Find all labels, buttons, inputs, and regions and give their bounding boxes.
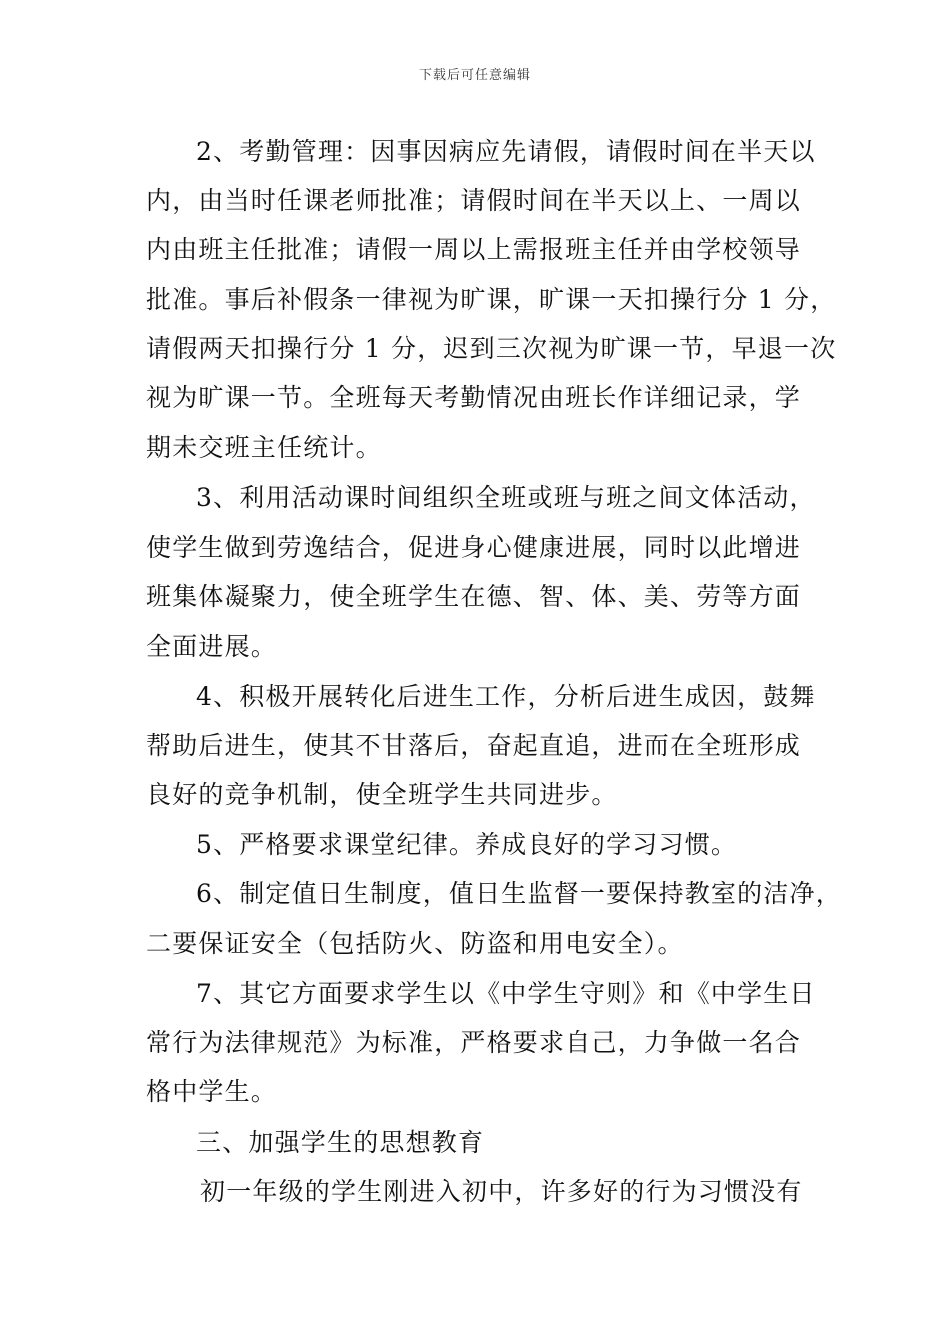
paragraph-line: 良好的竞争机制，使全班学生共同进步。 [146, 780, 618, 809]
paragraph-line: 视为旷课一节。全班每天考勤情况由班长作详细记录，学 [146, 383, 802, 412]
paragraph-line: 6、制定值日生制度，值日生监督一要保持教室的洁净， [196, 879, 842, 908]
paragraph-line: 使学生做到劳逸结合，促进身心健康进展，同时以此增进 [146, 533, 802, 562]
paragraph-line: 批准。事后补假条一律视为旷课，旷课一天扣操行分 1 分， [146, 285, 837, 314]
paragraph-line: 3、利用活动课时间组织全班或班与班之间文体活动， [196, 483, 816, 512]
paragraph-line: 5、严格要求课堂纪律。养成良好的学习习惯。 [196, 830, 738, 859]
section-heading: 三、加强学生的思想教育 [196, 1128, 485, 1157]
paragraph-line: 二要保证安全（包括防火、防盗和用电安全）。 [146, 929, 684, 958]
paragraph-line: 全面进展。 [146, 632, 278, 661]
paragraph-line: 2、考勤管理：因事因病应先请假，请假时间在半天以 [196, 137, 816, 166]
paragraph-line: 帮助后进生，使其不甘落后，奋起直追，进而在全班形成 [146, 731, 802, 760]
paragraph-line: 内由班主任批准；请假一周以上需报班主任并由学校领导 [146, 235, 802, 264]
paragraph-line: 4、积极开展转化后进生工作，分析后进生成因，鼓舞 [196, 682, 816, 711]
paragraph-line: 内，由当时任课老师批准；请假时间在半天以上、一周以 [146, 186, 802, 215]
paragraph-line: 初一年级的学生刚进入初中，许多好的行为习惯没有 [200, 1177, 803, 1206]
paragraph-line: 期未交班主任统计。 [146, 433, 382, 462]
paragraph-line: 格中学生。 [146, 1077, 278, 1106]
paragraph-line: 7、其它方面要求学生以《中学生守则》和《中学生日 [196, 979, 816, 1008]
page-header: 下载后可任意编辑 [418, 68, 531, 83]
paragraph-line: 常行为法律规范》为标准，严格要求自己，力争做一名合 [146, 1028, 802, 1057]
paragraph-line: 请假两天扣操行分 1 分，迟到三次视为旷课一节，早退一次 [146, 334, 837, 363]
paragraph-line: 班集体凝聚力，使全班学生在德、智、体、美、劳等方面 [146, 582, 802, 611]
